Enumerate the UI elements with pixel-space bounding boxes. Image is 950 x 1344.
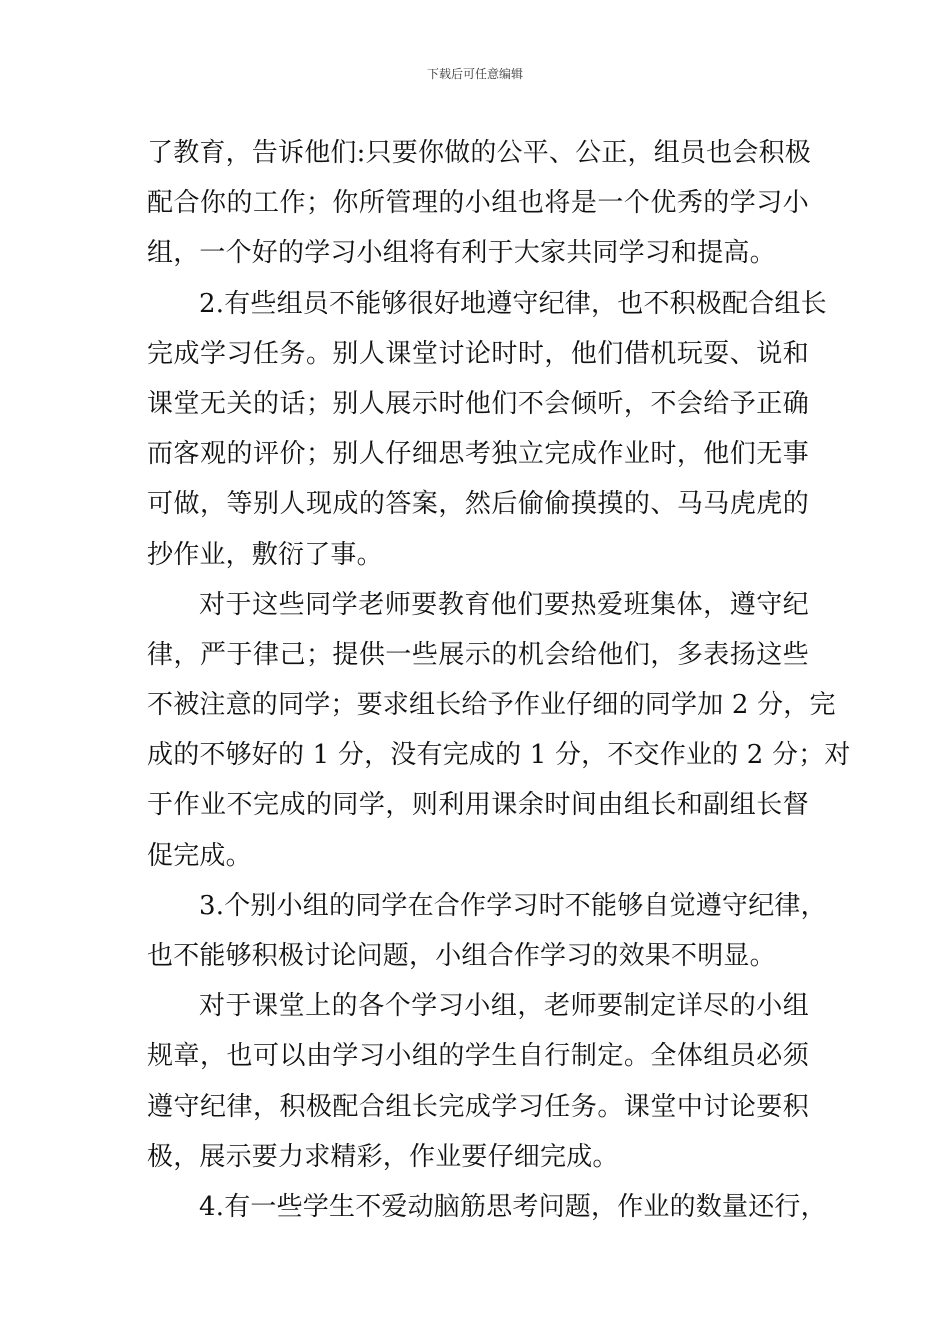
- text-line: 也不能够积极讨论问题，小组合作学习的效果不明显。: [147, 941, 776, 971]
- page-header: 下载后可任意编辑: [426, 67, 523, 81]
- text-line: 律，严于律己；提供一些展示的机会给他们，多表扬这些: [147, 639, 809, 670]
- text-line: 完成学习任务。别人课堂讨论时时，他们借机玩耍、说和: [147, 338, 809, 369]
- text-line: 于作业不完成的同学，则利用课余时间由组长和副组长督: [147, 790, 809, 821]
- text-line: 课堂无关的话；别人展示时他们不会倾听，不会给予正确: [147, 388, 809, 419]
- text-line: 4.有一些学生不爱动脑筋思考问题，作业的数量还行，: [199, 1191, 827, 1222]
- text-line: 不被注意的同学；要求组长给予作业仔细的同学加 2 分，完: [147, 690, 836, 721]
- text-line: 2.有些组员不能够很好地遵守纪律，也不积极配合组长: [199, 288, 827, 319]
- text-line: 成的不够好的 1 分，没有完成的 1 分，不交作业的 2 分；对: [147, 740, 851, 771]
- text-line: 规章，也可以由学习小组的学生自行制定。全体组员必须: [147, 1041, 809, 1072]
- text-line: 对于这些同学老师要教育他们要热爱班集体，遵守纪: [199, 589, 809, 620]
- text-line: 而客观的评价；别人仔细思考独立完成作业时，他们无事: [147, 439, 809, 470]
- text-line: 可做，等别人现成的答案，然后偷偷摸摸的、马马虎虎的: [147, 489, 809, 520]
- text-line: 极，展示要力求精彩，作业要仔细完成。: [147, 1141, 619, 1172]
- text-line: 促完成。: [147, 840, 252, 871]
- text-line: 对于课堂上的各个学习小组，老师要制定详尽的小组: [199, 991, 809, 1022]
- text-line: 配合你的工作；你所管理的小组也将是一个优秀的学习小: [147, 188, 809, 219]
- body-text: [147, 128, 851, 1232]
- text-line: 3.个别小组的同学在合作学习时不能够自觉遵守纪律，: [199, 890, 827, 921]
- text-line: 了教育，告诉他们:只要你做的公平、公正，组员也会积极: [147, 138, 811, 168]
- text-line: 组，一个好的学习小组将有利于大家共同学习和提高。: [147, 238, 776, 269]
- text-line: 抄作业，敷衍了事。: [147, 539, 383, 570]
- text-line: 遵守纪律，积极配合组长完成学习任务。课堂中讨论要积: [147, 1091, 809, 1122]
